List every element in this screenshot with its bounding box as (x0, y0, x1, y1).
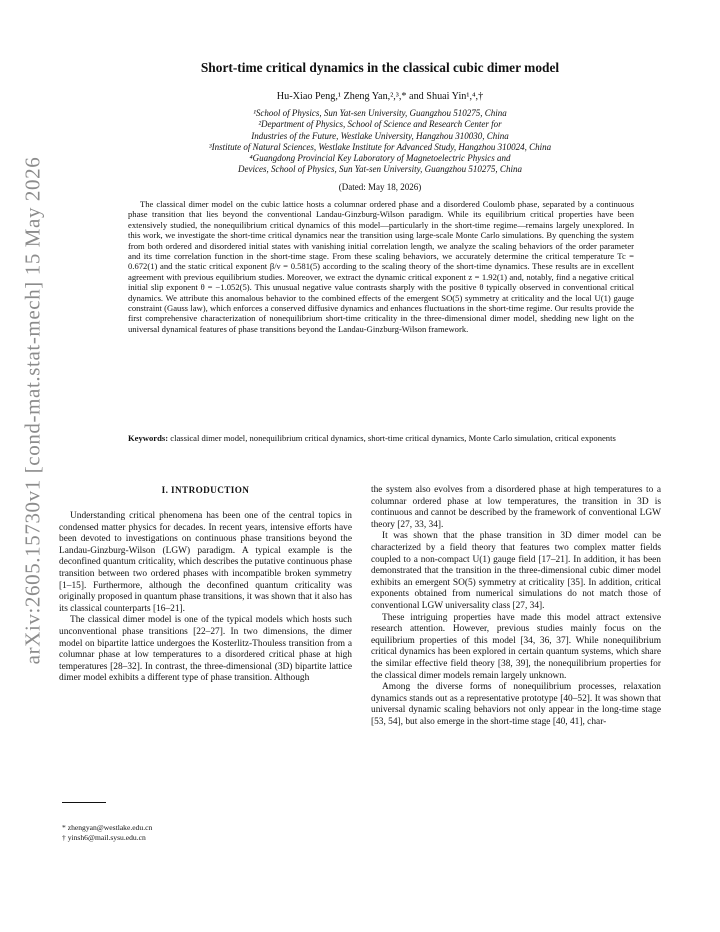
affiliation-line: ⁴Guangdong Provincial Key Laboratory of Magnetoelectric Physics and (249, 153, 511, 164)
section-heading-introduction: I. INTRODUCTION (161, 485, 250, 495)
body-paragraph: It was shown that the phase transition in 3D dimer model can be characterized by a field theory that features two complex matter fields coupled to a non-compact U(1) gauge field [17–21]. In addition, it has been demonstrated that the transition in the three-dimensional cubic dimer model exhibits an emergent SO(5) symmetry at criticality [35]. In addition, critical exponents obtained from numerical simulations do not match those of conventional LGW universality class [27, 34]. (371, 531, 661, 611)
footnote-rule (62, 802, 106, 803)
body-paragraph: These intriguing properties have made this model attract extensive research attention. However, previous studies mainly focus on the equilibrium properties of this model [34, 36, 37]. While nonequilibrium critical dynamics has been explored in certain quantum systems, which share the similar effective field theory [38, 39], the nonequilibrium properties for the classical dimer models remain largely unknown. (371, 612, 661, 681)
affiliations (100, 108, 660, 176)
dated-line: (Dated: May 18, 2026) (338, 182, 422, 192)
keywords-label: Keywords: (128, 433, 169, 443)
body-paragraph: Among the diverse forms of nonequilibrium processes, relaxation dynamics stands out as a representative prototype [40–52]. It was shown that universal dynamic scaling behaviors not only appear in the long-time stage [53, 54], but also emerge in the short-time stage [40, 41], char- (371, 682, 661, 727)
footnote-email[interactable]: * zhengyan@westlake.edu.cn (62, 823, 153, 832)
affiliation-line: Devices, School of Physics, Sun Yat-sen University, Guangzhou 510275, China (238, 164, 522, 175)
affiliation-line: Industries of the Future, Westlake University, Hangzhou 310030, China (251, 130, 509, 141)
footnotes (62, 823, 352, 843)
left-column (59, 511, 352, 685)
arxiv-identifier-stamp (8, 130, 58, 690)
body-paragraph: The classical dimer model is one of the typical models which hosts such unconventional phase transitions [22–27]. In two dimensions, the dimer model on bipartite lattice undergoes the Kosterlitz-Thouless transition from a columnar phase at low temperatures to a disordered critical phase at high temperatures [28–32]. In contrast, the three-dimensional (3D) bipartite lattice dimer model exhibits a different type of phase transition. Although (59, 615, 352, 684)
author-list: Hu-Xiao Peng,¹ Zheng Yan,²,³,* and Shuai Yin¹,⁴,† (276, 91, 484, 102)
body-paragraph: the system also evolves from a disordered phase at high temperatures to a columnar ordered phase at low temperatures, the transition in 3D is continuous and cannot be described by the framework of conventional LGW theory [27, 33, 34]. (371, 485, 661, 530)
affiliation-line: ²Department of Physics, School of Science and Research Center for (258, 119, 502, 130)
affiliation-line: ¹School of Physics, Sun Yat-sen University, Guangzhou 510275, China (253, 108, 507, 118)
affiliation-line: ³Institute of Natural Sciences, Westlake Institute for Advanced Study, Hangzhou 310024, China (208, 141, 552, 152)
keywords (128, 433, 634, 443)
right-column (371, 485, 661, 728)
abstract: The classical dimer model on the cubic lattice hosts a columnar ordered phase and a disordered Coulomb phase, separated by a continuous phase transition that lies beyond the conventional Landau-Ginzburg-Wilson paradigm. While its equilibrium critical properties have been extensively studied, the nonequilibrium critical dynamics of this model—particularly in the short-time regime—remains largely unexplored. In this work, we investigate the short-time critical dynamics near the transition using large-scale Monte Carlo simulations. By quenching the system from both ordered and disordered initial states with vanishing initial correlation length, we analyze the scaling behaviors of the order parameter and its time correlation function in the short-time stage. From these scaling behaviors, we accurately determine the critical temperature Tc = 0.672(1) and the static critical exponent β/ν = 0.581(5) according to the scaling theory of the short-time dynamics. These results are in excellent agreement with previous equilibrium studies. Moreover, we extract the dynamic critical exponent z = 1.92(1) and, notably, find a negative critical initial slip exponent θ = −1.052(5). This unusual negative value contrasts sharply with the positive θ typically observed in conventional critical dynamics. We attribute this anomalous behavior to the combined effects of the emergent SO(5) symmetry at criticality and the local U(1) gauge constraint (Gauss law), which enforces a conserved diffusive dynamics and enhances fluctuations in the short-time regime. Our results provide the first comprehensive characterization of nonequilibrium short-time criticality in the three-dimensional dimer model, shedding new light on the universal dynamical features of phase transitions beyond the Landau-Ginzburg-Wilson framework. (128, 199, 634, 334)
footnote-email[interactable]: † yinsh6@mail.sysu.edu.cn (62, 833, 146, 843)
paper-title: Short-time critical dynamics in the classical cubic dimer model (200, 60, 560, 75)
arxiv-identifier: arXiv:2605.15730v1 [cond-mat.stat-mech] 15 May 2026 (20, 156, 45, 664)
keywords-text: classical dimer model, nonequilibrium critical dynamics, short-time critical dynamics, Monte Carlo simulation, critical exponents (170, 433, 616, 443)
body-paragraph: Understanding critical phenomena has been one of the central topics in condensed matter physics for decades. In recent years, intensive efforts have been devoted to investigations on continuous phase transitions beyond the Landau-Ginzburg-Wilson (LGW) paradigm. A typical example is the deconfined quantum criticality, which describes the putative continuous phase transition between two ordered phases with incompatible broken symmetry [1–15]. Furthermore, although the deconfined quantum criticality was originally proposed in quantum phase transitions, it was shown that it also has its classical counterparts [16–21]. (59, 511, 352, 614)
